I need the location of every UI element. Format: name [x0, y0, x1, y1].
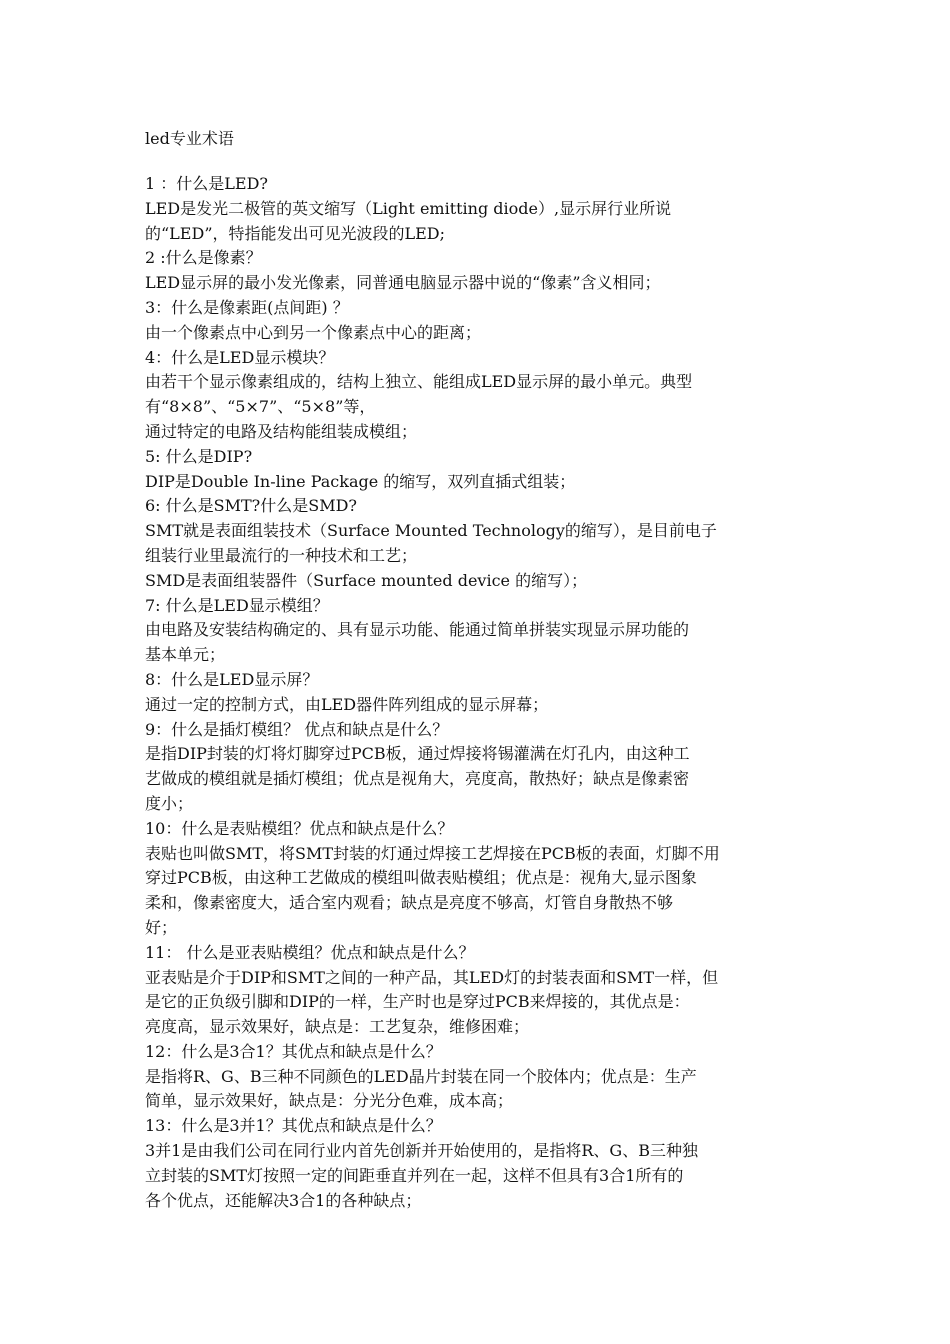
text-line: 表贴也叫做SMT，将SMT封装的灯通过焊接工艺焊接在PCB板的表面，灯脚不用 [145, 843, 720, 863]
text-line: 是指将R、G、B三种不同颜色的LED晶片封装在同一个胶体内；优点是：生产 [145, 1066, 697, 1086]
text-line: DIP是Double In-line Package 的缩写，双列直插式组装； [145, 471, 576, 491]
text-line: 10：什么是表贴模组？优点和缺点是什么？ [145, 818, 454, 838]
text-line: 1 ：什么是LED? [145, 174, 268, 193]
text-line: 4：什么是LED显示模块？ [145, 347, 335, 367]
document-body [145, 172, 815, 1213]
text-line: 组装行业里最流行的一种技术和工艺； [145, 545, 418, 565]
text-line: 13：什么是3并1？其优点和缺点是什么？ [145, 1116, 442, 1136]
text-line: 穿过PCB板，由这种工艺做成的模组叫做表贴模组；优点是：视角大,显示图象 [145, 868, 697, 888]
text-line: LED显示屏的最小发光像素，同普通电脑显示器中说的“像素”含义相同； [145, 273, 661, 293]
text-line: 基本单元； [145, 645, 226, 665]
text-line: 6: 什么是SMT?什么是SMD? [145, 496, 358, 516]
text-line: 通过一定的控制方式，由LED器件阵列组成的显示屏幕； [145, 694, 549, 714]
text-line: 9：什么是插灯模组？ 优点和缺点是什么？ [145, 719, 449, 739]
text-line: 艺做成的模组就是插灯模组；优点是视角大，亮度高，散热好；缺点是像素密 [145, 769, 690, 789]
text-line: 是它的正负级引脚和DIP的一样，生产时也是穿过PCB来焊接的，其优点是： [145, 992, 690, 1012]
text-line: 由若干个显示像素组成的，结构上独立、能组成LED显示屏的最小单元。典型 [145, 372, 693, 392]
text-line: 度小； [145, 793, 194, 813]
text-line: 简单，显示效果好，缺点是：分光分色难，成本高； [145, 1091, 514, 1111]
text-line: SMD是表面组装器件（Surface mounted device 的缩写）； [145, 570, 588, 590]
text-line: 通过特定的电路及结构能组装成模组； [145, 421, 418, 441]
text-line: 立封装的SMT灯按照一定的间距垂直并列在一起，这样不但具有3合1所有的 [145, 1165, 684, 1185]
text-line: 3并1是由我们公司在同行业内首先创新并开始使用的，是指将R、G、B三种独 [145, 1141, 698, 1161]
text-line: 2 :什么是像素？ [145, 248, 262, 268]
text-line: 8：什么是LED显示屏？ [145, 669, 319, 689]
text-line: 7: 什么是LED显示模组？ [145, 595, 329, 615]
text-line: 5: 什么是DIP? [145, 446, 253, 466]
text-line: 3：什么是像素距(点间距) ？ [145, 297, 349, 317]
text-line: 亮度高，显示效果好，缺点是：工艺复杂，维修困难； [145, 1017, 530, 1037]
text-line: 12：什么是3合1？其优点和缺点是什么？ [145, 1041, 442, 1061]
text-line: 是指DIP封装的灯将灯脚穿过PCB板，通过焊接将锡灌满在灯孔内，由这种工 [145, 744, 690, 764]
text-line: 亚表贴是介于DIP和SMT之间的一种产品，其LED灯的封装表面和SMT一样，但 [145, 967, 719, 987]
text-line: LED是发光二极管的英文缩写（Light emitting diode）,显示屏行业所说 [145, 198, 672, 218]
text-line: SMT就是表面组装技术（Surface Mounted Technology的缩写），是目前电子 [145, 521, 717, 541]
text-line: 各个优点，还能解决3合1的各种缺点； [145, 1190, 422, 1210]
text-line: 的“LED”，特指能发出可见光波段的LED; [145, 223, 446, 243]
text-line: 柔和，像素密度大，适合室内观看；缺点是亮度不够高，灯管自身散热不够 [145, 893, 674, 913]
text-line: 由一个像素点中心到另一个像素点中心的距离； [145, 322, 482, 342]
text-line: 有“8×8”、“5×7”、“5×8”等， [145, 397, 376, 417]
text-line: 好； [145, 917, 178, 937]
text-line: 由电路及安装结构确定的、具有显示功能、能通过简单拼装实现显示屏功能的 [145, 620, 690, 640]
document-title: led专业术语 [145, 129, 234, 148]
text-line: 11： 什么是亚表贴模组？优点和缺点是什么？ [145, 942, 475, 962]
